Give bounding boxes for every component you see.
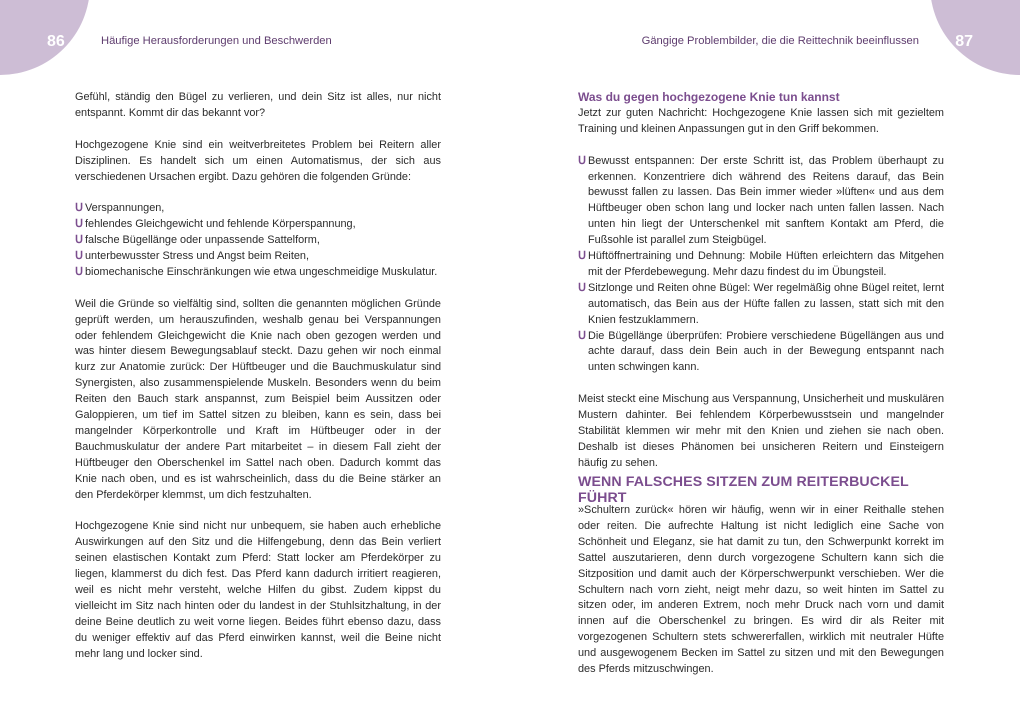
horseshoe-icon: Ս bbox=[75, 234, 84, 247]
subheading: Was du gegen hochgezogene Knie tun kannst bbox=[578, 90, 840, 104]
list-item bbox=[75, 201, 441, 217]
horseshoe-icon: Ս bbox=[75, 250, 84, 263]
horseshoe-icon: Ս bbox=[578, 154, 587, 167]
running-head-right: Gängige Problembilder, die die Reittechnik beeinflussen bbox=[641, 35, 919, 47]
list-item-text: falsche Bügellänge oder unpassende Sattelform, bbox=[85, 234, 320, 247]
right-page-body bbox=[578, 90, 944, 472]
list-item bbox=[578, 329, 944, 377]
list-item bbox=[578, 154, 944, 249]
list-item bbox=[75, 217, 441, 233]
list-item-text: Sitzlonge und Reiten ohne Bügel: Wer regelmäßig ohne Bügel reitet, lernt automatisch, das Bein aus der Hüfte fallen zu lassen, statt sich mit den Knien festzuklammern. bbox=[588, 281, 944, 326]
page-number-left: 86 bbox=[47, 33, 65, 50]
section-heading: WENN FALSCHES SITZEN ZUM REITERBUCKEL FÜHRT bbox=[578, 474, 909, 506]
list-item-text: fehlendes Gleichgewicht und fehlende Körperspannung, bbox=[85, 218, 356, 231]
list-item-text: biomechanische Einschränkungen wie etwa ungeschmeidige Muskulatur. bbox=[85, 265, 438, 278]
right-page-body-lower bbox=[578, 503, 944, 678]
paragraph: Jetzt zur guten Nachricht: Hochgezogene Knie lassen sich mit gezieltem Training und kleinen Anpassungen gut in den Griff bekommen. bbox=[578, 106, 944, 135]
horseshoe-icon: Ս bbox=[578, 329, 587, 342]
page-number-right: 87 bbox=[955, 33, 973, 50]
list-item bbox=[578, 281, 944, 329]
page-number-circle-left bbox=[0, 0, 90, 75]
paragraph: »Schultern zurück« hören wir häufig, wenn wir in einer Reithalle stehen oder reiten. Die aufrechte Haltung ist nicht lediglich eine Sache von Schönheit und Eleganz, sie hat damit zu tun, den Schwerpunkt korrekt im Sattel auszutarieren, denn durch vorgezogene Schultern kann sich die Sitzposition und damit auch der Körperschwerpunkt verschieben. Wer die Schultern nach vorn zieht, neigt mehr dazu, so weit hinten im Sattel zu sitzen oder, im anderen Extrem, noch mehr Druck nach vorn und damit innen auf die Oberschenkel zu bringen. Es wird dir als Reiter mit vorgezogenen Schultern stets schwererfallen, wirklich mit neutraler Hüfte und ausgewogenem Becken im Sattel zu sitzen und mit den Bewegungen des Pferds mitzuschwingen. bbox=[578, 504, 944, 676]
paragraph: Weil die Gründe so vielfältig sind, sollten die genannten möglichen Gründe geprüft werden, um herauszufinden, weshalb genau bei Verspannungen oder fehlendem Gleichgewicht die Knie nach oben gezogen werden und was hinter diesem Bewegungsablauf steckt. Dazu gehen wir noch einmal kurz zur Anatomie zurück: Der Hüftbeuger und die Bauchmuskulatur sind Synergisten, also zusammenspielende Muskeln. Besonders wenn du beim Reiten den Bauch stark anspannst, zum Beispiel beim Aussitzen oder Galoppieren, um tief im Sattel sitzen zu bleiben, kann es sein, dass bei mangelnder Körperkontrolle und Kraft im Hüftbeuger oder in der Bauchmuskulatur der andere Part mitarbeitet – in diesem Fall zieht der Hüftbeuger den Oberschenkel im Sattel nach oben. Dadurch kommt das Knie nach oben, und es ist wahrscheinlich, dass du die Beine stärker an den Pferdekörper klemmst, um dich festzuhalten. bbox=[75, 297, 441, 501]
paragraph: Hochgezogene Knie sind ein weitverbreitetes Problem bei Reitern aller Disziplinen. Es handelt sich um einen Automatismus, der sich aus verschiedenen Ursachen ergibt. Dazu gehören die folgenden Gründe: bbox=[75, 138, 441, 183]
left-page-body bbox=[75, 90, 441, 663]
list-item bbox=[75, 249, 441, 265]
page-number-circle-right bbox=[930, 0, 1020, 75]
list-item-text: Bewusst entspannen: Der erste Schritt ist, das Problem überhaupt zu erkennen. Konzentriere dich während des Reitens darauf, das Bein bewusst fallen zu lassen. Das Bein immer wieder »lüften« und aus dem Hüftbeuger oben schon lang und locker nach unten fallen lassen. Nach unten hin liegt der Unterschenkel mit sanftem Kontakt am Pferd, die Fußsohle ist parallel zum Steigbügel. bbox=[588, 154, 944, 247]
paragraph: Meist steckt eine Mischung aus Verspannung, Unsicherheit und muskulären Mustern dahinter. Bei fehlendem Körperbewusstsein und mangelnder Stabilität klemmen wir mehr mit den Knien und ziehen sie nach oben. Deshalb ist dieses Phänomen bei unsicheren Reitern und Einsteigern häufig zu sehen. bbox=[578, 393, 944, 469]
list-item-text: Verspannungen, bbox=[85, 202, 165, 215]
list-item bbox=[578, 249, 944, 281]
paragraph: Gefühl, ständig den Bügel zu verlieren, und dein Sitz ist alles, nur nicht entspannt. Kommt dir das bekannt vor? bbox=[75, 91, 441, 119]
list-item-text: Hüftöffnertraining und Dehnung: Mobile Hüften erleichtern das Mitgehen mit der Pferdebewegung. Mehr dazu findest du im Übungsteil. bbox=[588, 250, 944, 278]
list-item bbox=[75, 265, 441, 281]
horseshoe-icon: Ս bbox=[578, 250, 587, 263]
horseshoe-icon: Ս bbox=[75, 218, 84, 231]
list-item-text: unterbewusster Stress und Angst beim Reiten, bbox=[85, 250, 309, 263]
list-item-text: Die Bügellänge überprüfen: Probiere verschiedene Bügellängen aus und achte darauf, dass dein Bein auch in der Bewegung entspannt nach unten schwingen kann. bbox=[588, 329, 944, 374]
list-item bbox=[75, 233, 441, 249]
running-head-left: Häufige Herausforderungen und Beschwerden bbox=[101, 35, 332, 47]
horseshoe-icon: Ս bbox=[75, 202, 84, 215]
horseshoe-icon: Ս bbox=[578, 281, 587, 294]
paragraph: Hochgezogene Knie sind nicht nur unbequem, sie haben auch erhebliche Auswirkungen auf den Sitz und die Hilfengebung, denn das Bein verliert seinen elastischen Kontakt zum Pferd: Statt locker am Pferdekörper zu liegen, klammerst du dich fest. Das Pferd kann dadurch irritiert reagieren, weil es nicht mehr versteht, welche Hilfen du gibst. Zudem kippst du vielleicht im Sitz nach hinten oder du landest in der Stuhlsitzhaltung, in der deine Beine deutlich zu weit vorne liegen. Beides führt ebenso dazu, dass du weniger effektiv auf das Pferd einwirken kannst, weil die Beine nicht mehr lang und locker sind. bbox=[75, 520, 441, 660]
horseshoe-icon: Ս bbox=[75, 265, 84, 278]
